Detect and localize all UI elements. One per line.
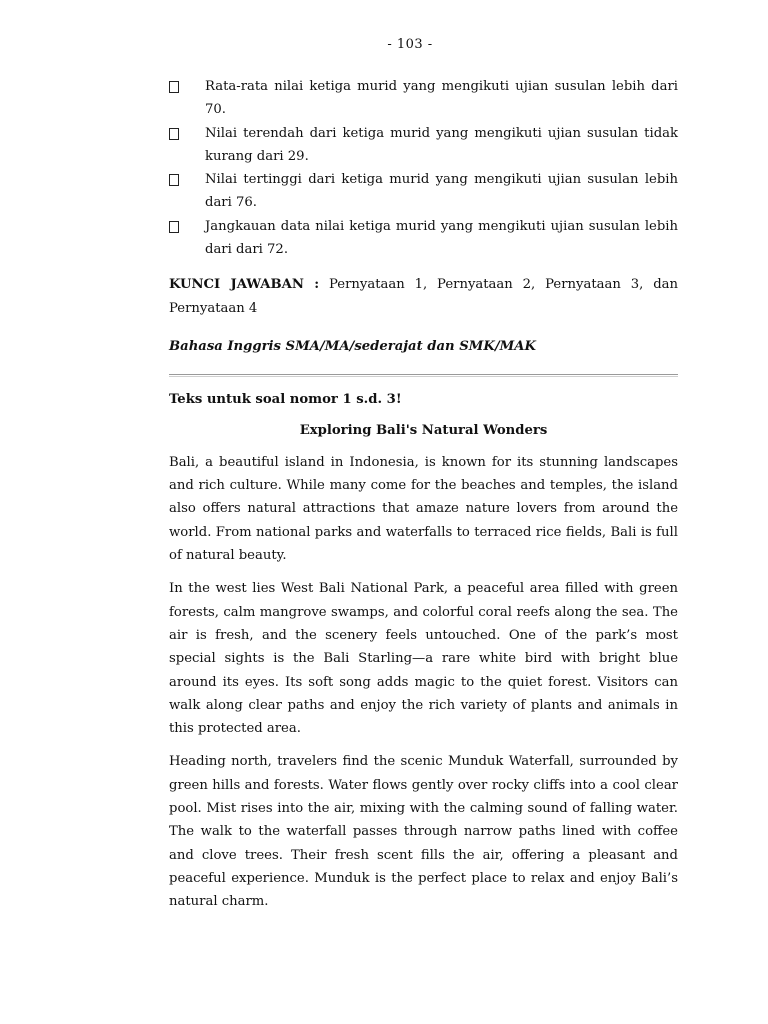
checkbox-icon: [169, 122, 205, 145]
statement-option-3: [169, 168, 678, 215]
statement-text: Nilai terendah dari ketiga murid yang mengikuti ujian susulan tidak kurang dari 29.: [205, 125, 678, 164]
statement-option-4: [169, 215, 678, 262]
statement-option-2: [169, 122, 678, 169]
answer-key: [169, 273, 678, 320]
statement-text: Rata-rata nilai ketiga murid yang mengikuti ujian susulan lebih dari 70.: [205, 79, 678, 118]
subject-heading: Bahasa Inggris SMA/MA/sederajat dan SMK/MAK: [169, 338, 536, 354]
answer-key-text: Pernyataan 1, Pernyataan 2, Pernyataan 3, dan Pernyataan 4: [169, 277, 678, 316]
page-number: - 103 -: [387, 37, 433, 52]
article-paragraph-3: Heading north, travelers find the scenic Munduk Waterfall, surrounded by green hills and forests. Water flows gently over rocky cliffs into a cool clear pool. Mist rises into the air, mixing with the calming sound of falling water. The walk to the waterfall passes through narrow paths lined with coffee and clove trees. Their fresh scent fills the air, offering a pleasant and peaceful experience. Munduk is the perfect place to relax and enjoy Bali’s natural charm.: [169, 754, 678, 910]
section-divider: [169, 374, 678, 377]
statement-text: Nilai tertinggi dari ketiga murid yang mengikuti ujian susulan lebih dari 76.: [205, 172, 678, 211]
answer-key-label: KUNCI JAWABAN :: [169, 277, 320, 293]
text-prompt: Teks untuk soal nomor 1 s.d. 3!: [169, 392, 402, 408]
page-content: [169, 75, 678, 914]
statement-text: Jangkauan data nilai ketiga murid yang mengikuti ujian susulan lebih dari dari 72.: [205, 218, 678, 258]
article-paragraph-2: In the west lies West Bali National Park, a peaceful area filled with green forests, calm mangrove swamps, and colorful coral reefs along the sea. The air is fresh, and the scenery feels untouched. One of the park’s most special sights is the Bali Starling—a rare white bird with bright blue around its eyes. Its soft song adds magic to the quiet forest. Visitors can walk along clear paths and enjoy the rich variety of plants and animals in this protected area.: [169, 581, 678, 737]
checkbox-icon: [169, 215, 205, 238]
checkbox-icon: [169, 75, 205, 98]
article-title: Exploring Bali's Natural Wonders: [299, 422, 548, 438]
statement-option-1: [169, 75, 678, 122]
article-paragraph-1: Bali, a beautiful island in Indonesia, is known for its stunning landscapes and rich culture. While many come for the beaches and temples, the island also offers natural attractions that amaze nature lovers from around the world. From national parks and waterfalls to terraced rice fields, Bali is full of natural beauty.: [169, 454, 678, 564]
checkbox-icon: [169, 168, 205, 191]
